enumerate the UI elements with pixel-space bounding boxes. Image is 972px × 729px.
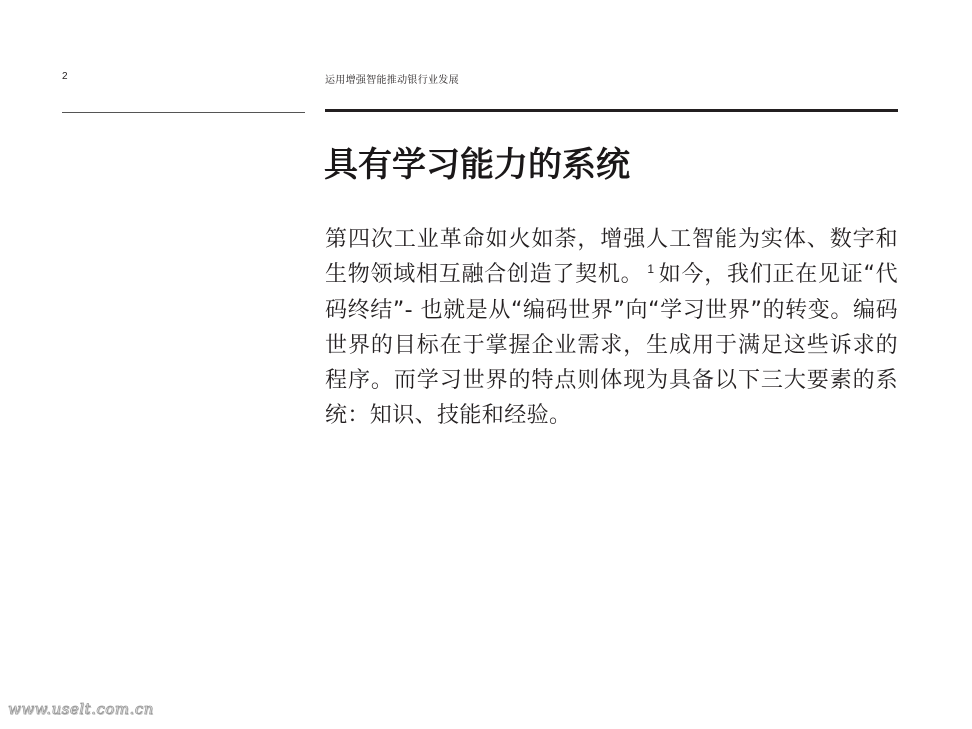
running-header: 运用增强智能推动银行业发展 — [325, 75, 459, 86]
page-number: 2 — [62, 71, 68, 82]
body-text-part2: 如今，我们正在见证“代码终结”- 也就是从“编码世界”向“学习世界”的转变。编码世界的目标在于掌握企业需求，生成用于满足这些诉求的程序。而学习世界的特点则体现为具备以下三大要素的系统：知识、技能和经验。 — [325, 262, 898, 429]
body-text-part1: 第四次工业革命如火如荼，增强人工智能为实体、数字和生物领域相互融合创造了契机。 — [325, 227, 898, 288]
right-divider — [325, 109, 898, 112]
section-title: 具有学习能力的系统 — [324, 145, 630, 185]
footnote-marker[interactable]: 1 — [647, 261, 655, 276]
left-divider — [62, 112, 305, 113]
body-paragraph — [325, 222, 898, 434]
site-watermark: www.uselt.com.cn — [8, 700, 154, 718]
